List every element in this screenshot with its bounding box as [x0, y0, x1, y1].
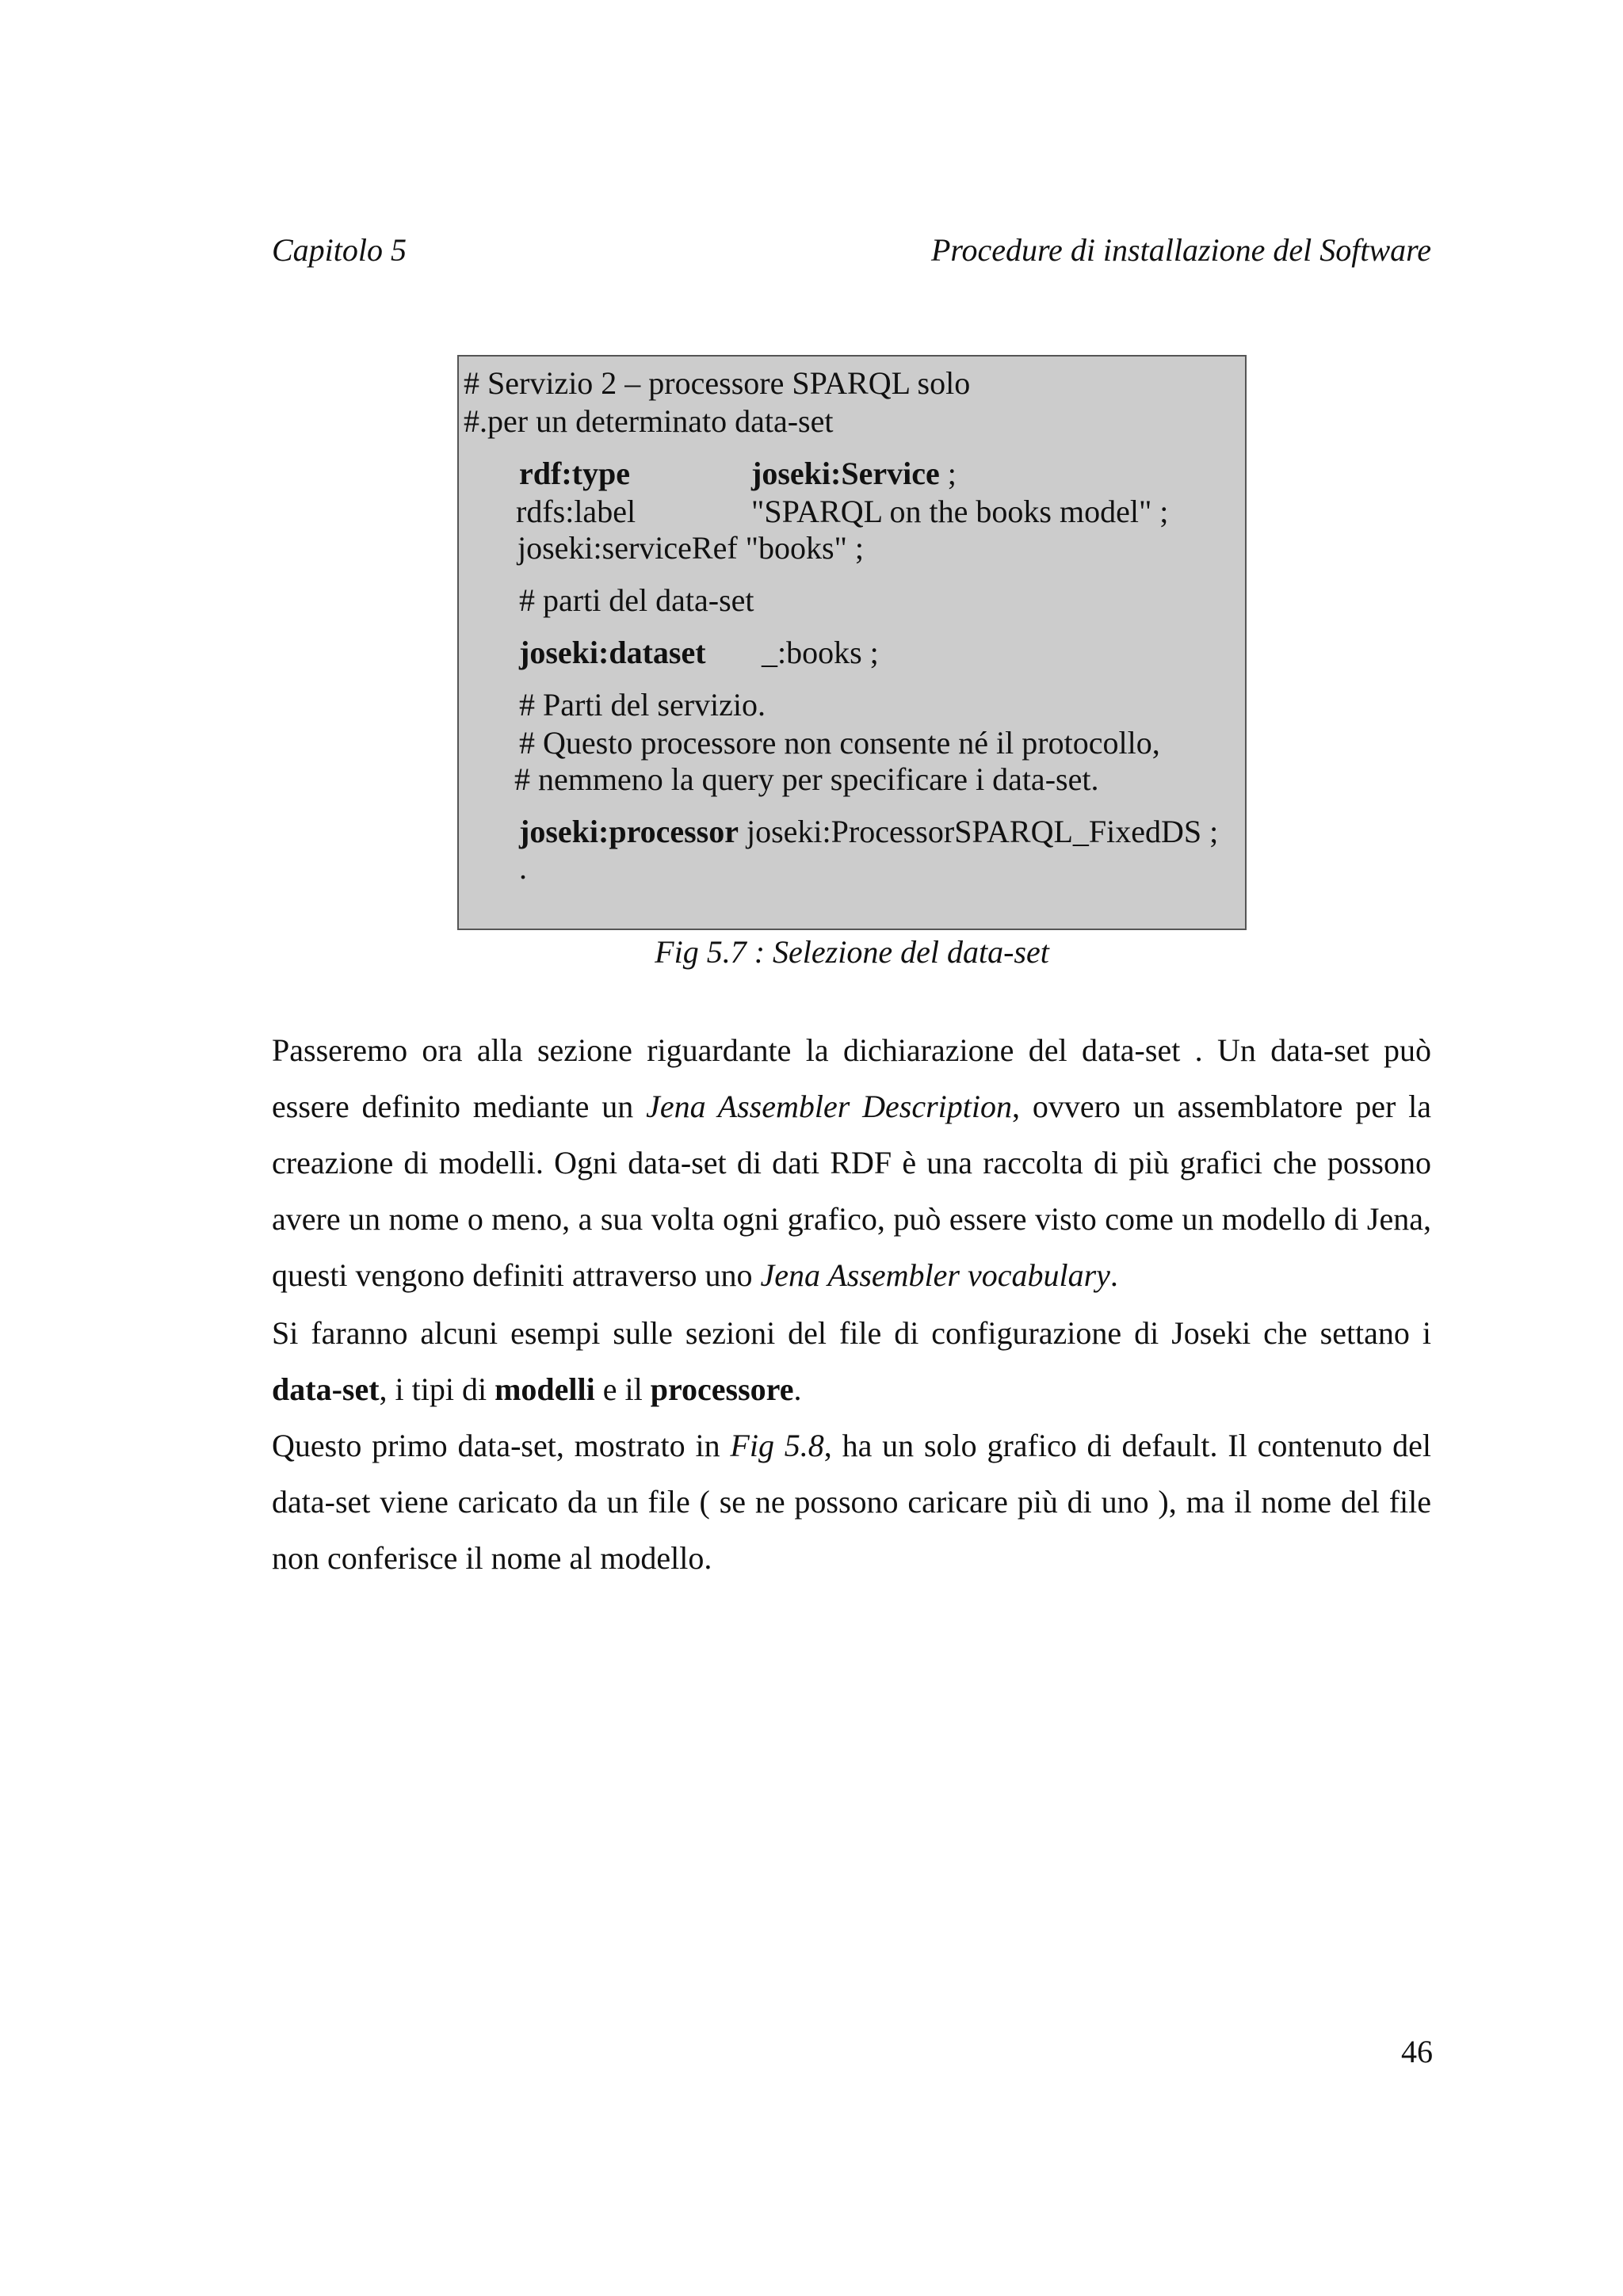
- code-rdf-type-key: rdf:type: [519, 456, 630, 491]
- header-title: Procedure di installazione del Software: [930, 232, 1431, 268]
- header-chapter: Capitolo 5: [272, 232, 407, 268]
- code-comment-servizio-3: # nemmeno la query per specificare i data-set.: [514, 761, 1099, 797]
- paragraph-2-text-4: .: [793, 1371, 802, 1407]
- paragraph-3: [272, 1417, 1431, 1586]
- paragraph-2-text-3: e il: [594, 1371, 651, 1407]
- code-dot: .: [519, 850, 527, 886]
- paragraph-1-text-2: , ovvero un assemblatore per la creazione di modelli. Ogni data-set di dati RDF è una raccolta di più grafici che possono avere un nome o meno, a sua volta ogni grafico, può essere visto come un modello di Jena, questi vengono definiti attraverso uno: [272, 1089, 1432, 1293]
- code-processor-val: joseki:ProcessorSPARQL_FixedDS ;: [739, 814, 1219, 849]
- code-rdf-type-end: ;: [939, 456, 957, 491]
- code-processor-key: joseki:processor: [519, 814, 739, 849]
- paragraph-1-italic-1: Jena Assembler Description: [646, 1089, 1013, 1124]
- paragraph-1: [272, 1022, 1431, 1303]
- code-comment-servizio-1: # Parti del servizio.: [519, 687, 766, 723]
- code-processor-line: [519, 813, 1218, 851]
- code-rdfs-label-key: rdfs:label: [516, 494, 636, 529]
- paragraph-3-text-2: , ha un solo grafico di default. Il contenuto del data-set viene caricato da un file ( se ne possono caricare più di uno ), ma il nome del file non conferisce il nome al modello.: [272, 1428, 1432, 1576]
- paragraph-3-italic-1: Fig 5.8: [730, 1428, 824, 1463]
- code-dataset-key: joseki:dataset: [519, 635, 706, 670]
- paragraph-2-text-2: , i tipi di: [379, 1371, 495, 1407]
- figure-caption: Fig 5.7 : Selezione del data-set: [655, 934, 1049, 970]
- paragraph-3-text-1: Questo primo data-set, mostrato in: [272, 1428, 731, 1463]
- code-service-ref: joseki:serviceRef "books" ;: [517, 530, 865, 566]
- paragraph-2-text-1: Si faranno alcuni esempi sulle sezioni del file di configurazione di Joseki che settano i: [272, 1315, 1431, 1351]
- paragraph-2: [272, 1305, 1431, 1417]
- paragraph-2-bold-2: modelli: [495, 1371, 595, 1407]
- code-comment-servizio-2: # Questo processore non consente né il protocollo,: [519, 725, 1160, 761]
- code-rdf-type-value: [751, 455, 957, 493]
- paragraph-1-text-3: .: [1109, 1257, 1118, 1293]
- code-rdf-type-val: joseki:Service: [751, 456, 940, 491]
- paragraph-2-bold-1: data-set: [272, 1371, 380, 1407]
- code-listing-box: [457, 355, 1247, 930]
- paragraph-1-text-1: Passeremo ora alla sezione riguardante la dichiarazione del data-set . Un data-set può essere definito mediante un: [272, 1032, 1431, 1124]
- page-number: 46: [1401, 2034, 1433, 2069]
- code-comment-1: # Servizio 2 – processore SPARQL solo: [464, 365, 971, 401]
- paragraph-2-bold-3: processore: [650, 1371, 794, 1407]
- paragraph-1-italic-2: Jena Assembler vocabulary: [760, 1257, 1110, 1293]
- code-comment-parti: # parti del data-set: [519, 582, 754, 618]
- code-comment-2: #.per un determinato data-set: [464, 403, 834, 439]
- code-rdfs-label-value: "SPARQL on the books model" ;: [751, 494, 1169, 529]
- code-dataset-value: _:books ;: [762, 635, 879, 670]
